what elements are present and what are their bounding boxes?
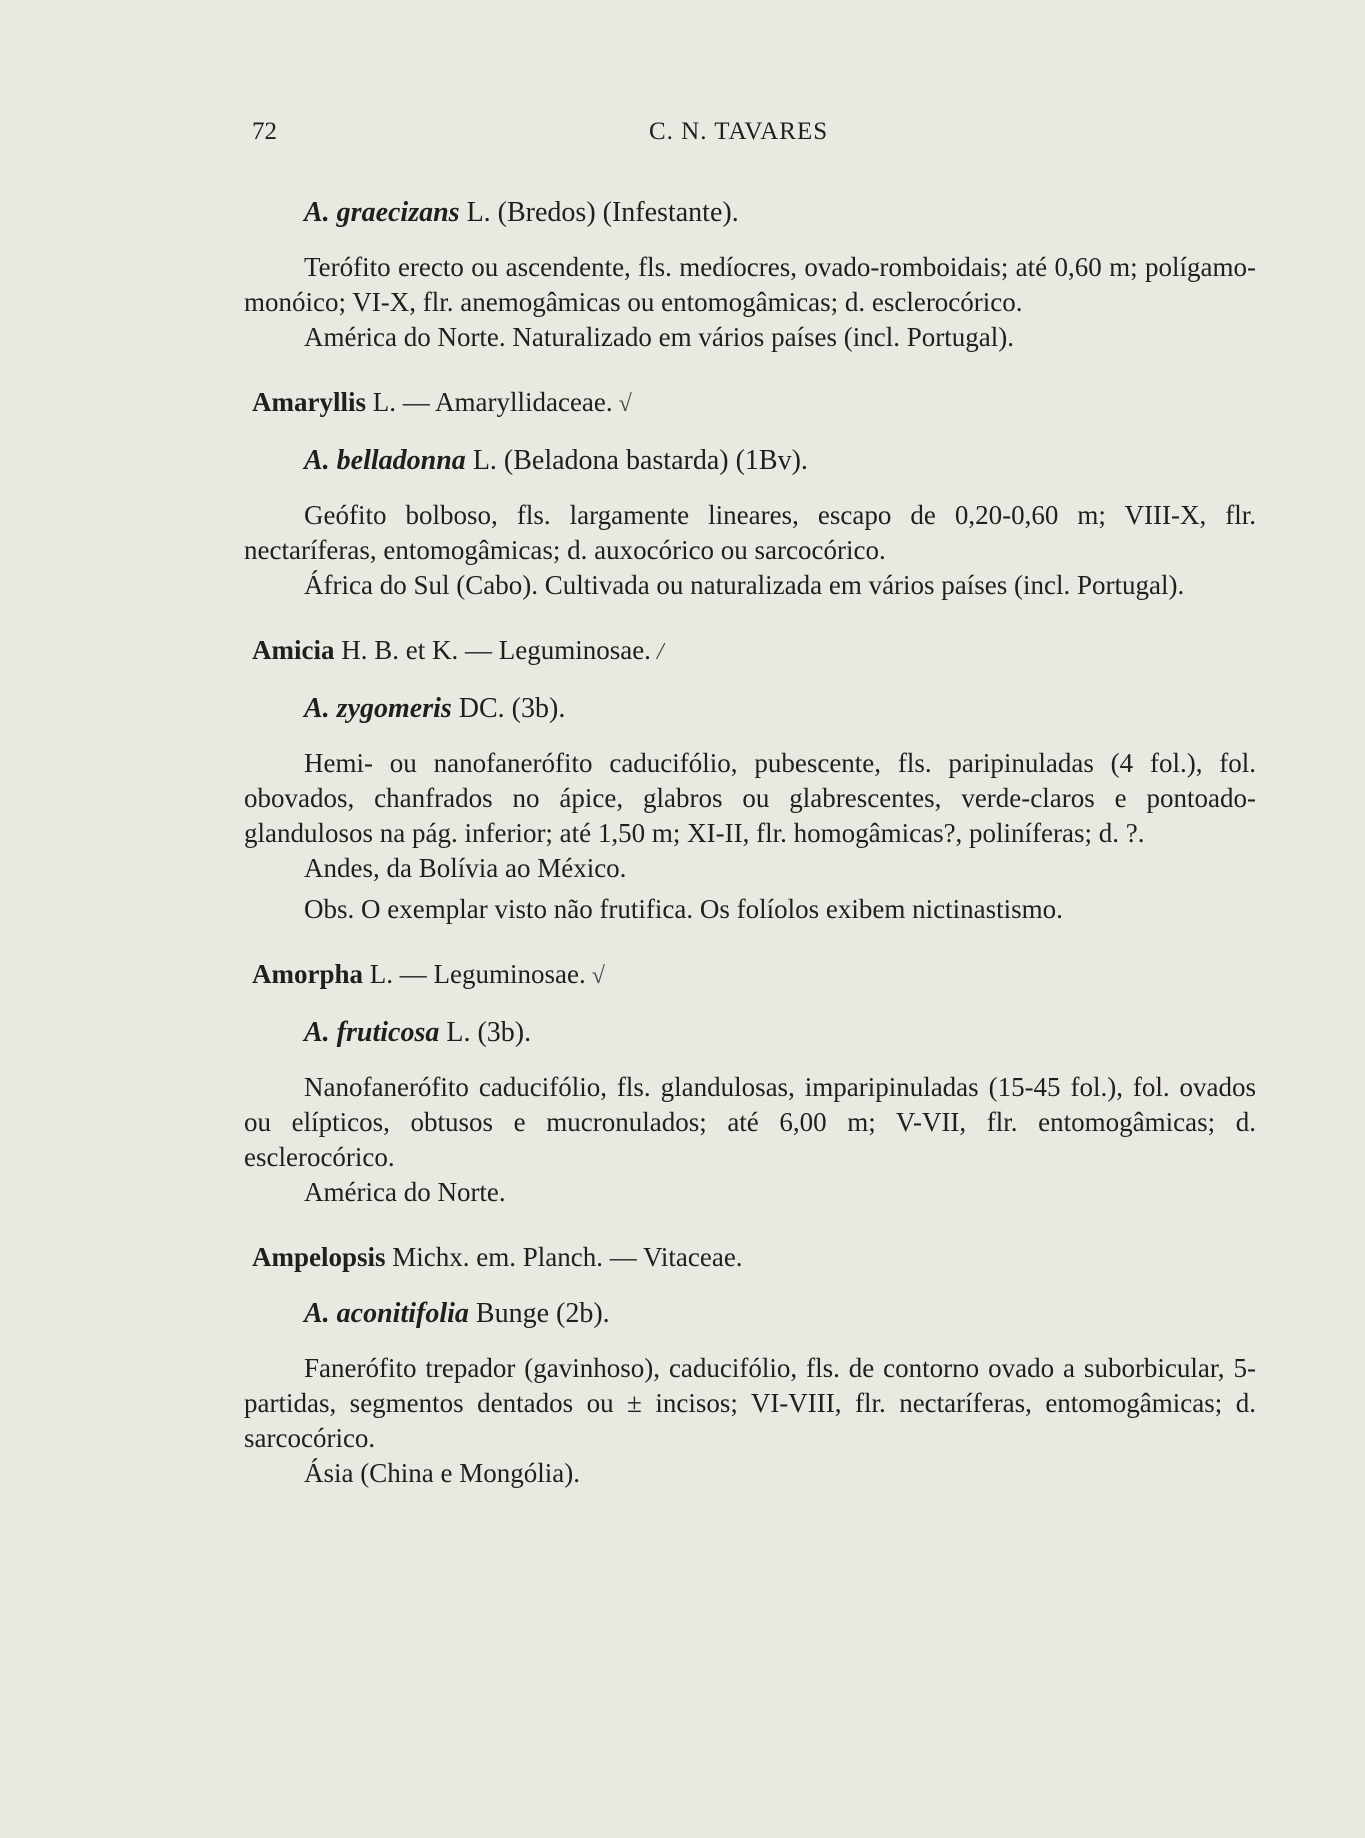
species-description: Terófito erecto ou ascendente, fls. medíocres, ovado-romboidais; até 0,60 m; polígamo-monóico; VI-X, flr. anemogâmicas ou entomogâmicas; d. esclerocórico. [244,252,1256,317]
species-entry [244,1016,1256,1210]
genus-name: Ampelopsis [252,1242,386,1272]
species-entry [244,1297,1256,1491]
species-heading [304,196,1256,230]
species-name: A. belladonna [304,445,466,476]
species-distribution: Ásia (China e Mongólia). [304,1458,580,1488]
species-authority: L. (3b). [439,1017,532,1048]
genus-heading: Amicia H. B. et K. — Leguminosae. / [252,635,664,665]
species-heading [304,692,1256,726]
page-number: 72 [252,118,277,145]
species-description: Nanofanerófito caducifólio, fls. glandulosas, imparipinuladas (15-45 fol.), fol. ovados ou elípticos, obtusos e mucronulados; até 6,00 m; V-VII, flr. entomogâmicas; d. esclerocórico. [244,1072,1256,1172]
genus-name: Amaryllis [252,387,366,417]
species-heading [304,444,1256,478]
check-mark: √ [618,391,632,417]
species-observation: Obs. O exemplar visto não frutifica. Os folíolos exibem nictinastismo. [304,894,1063,924]
species-entry [244,196,1256,355]
species-authority: Bunge (2b). [468,1298,610,1329]
species-distribution: América do Norte. [304,1177,506,1207]
species-entry [244,692,1256,927]
page-body [244,196,1256,1521]
check-mark: √ [591,963,605,989]
species-authority: L. (Beladona bastarda) (1Bv). [465,445,808,476]
species-distribution: África do Sul (Cabo). Cultivada ou naturalizada em vários países (incl. Portugal). [304,570,1185,600]
species-name: A. aconitifolia [304,1298,469,1329]
species-authority: L. (Bredos) (Infestante). [459,197,739,228]
species-description: Fanerófito trepador (gavinhoso), caducifólio, fls. de contorno ovado a suborbicular, 5-partidas, segmentos dentados ou ± incisos; VI-VIII, flr. nectaríferas, entomogâmicas; d. sarcocórico. [244,1353,1256,1453]
species-name: A. zygomeris [304,693,452,724]
species-name: A. graecizans [304,197,460,228]
genus-name: Amicia [252,635,335,665]
species-distribution: América do Norte. Naturalizado em vários países (incl. Portugal). [304,322,1015,352]
species-description: Hemi- ou nanofanerófito caducifólio, pubescente, fls. paripinuladas (4 fol.), fol. obovados, chanfrados no ápice, glabros ou glabrescentes, verde-claros e pontoado-glandulosos na pág. inferior; até 1,50 m; XI-II, flr. homogâmicas?, poliníferas; d. ?. [244,748,1256,848]
species-heading [304,1016,1256,1050]
genus-heading: Ampelopsis Michx. em. Planch. — Vitaceae. [252,1242,743,1272]
species-distribution: Andes, da Bolívia ao México. [304,853,627,883]
species-heading [304,1297,1256,1331]
genus-heading: Amaryllis L. — Amaryllidaceae. √ [252,387,632,417]
genus-heading: Amorpha L. — Leguminosae. √ [252,959,605,989]
running-head-author: C. N. TAVARES [649,118,829,145]
species-authority: DC. (3b). [451,693,566,724]
genus-name: Amorpha [252,959,364,989]
species-name: A. fruticosa [304,1017,440,1048]
species-entry [244,444,1256,603]
check-mark: / [656,639,664,665]
species-description: Geófito bolboso, fls. largamente lineares, escapo de 0,20-0,60 m; VIII-X, flr. nectaríferas, entomogâmicas; d. auxocórico ou sarcocórico. [244,500,1256,565]
